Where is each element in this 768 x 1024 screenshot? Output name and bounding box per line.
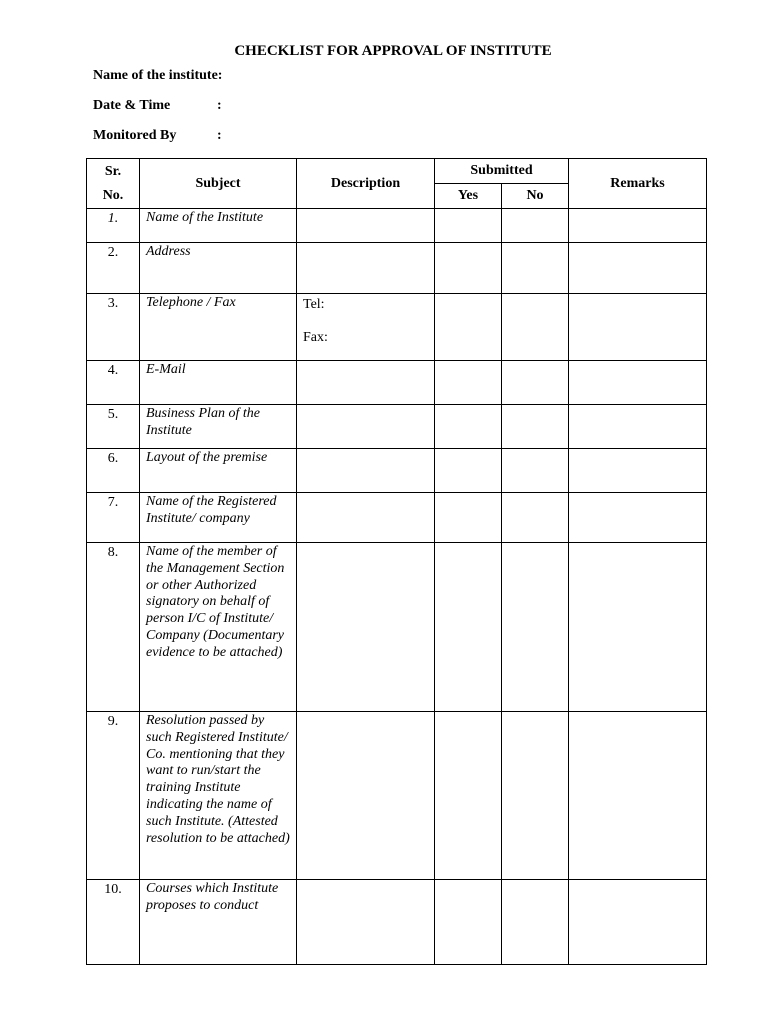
row-description xyxy=(297,209,435,243)
header-description: Description xyxy=(297,159,435,209)
row-description xyxy=(297,712,435,880)
header-sr-line1: Sr. xyxy=(104,163,122,179)
row-yes-cell[interactable] xyxy=(435,712,502,880)
row-no-cell[interactable] xyxy=(502,405,569,449)
table-row xyxy=(87,361,707,405)
row-subject: Business Plan of the Institute xyxy=(140,405,297,449)
table-row xyxy=(87,243,707,294)
row-description xyxy=(297,449,435,493)
document-title: CHECKLIST FOR APPROVAL OF INSTITUTE xyxy=(234,43,552,59)
date-time-colon: : xyxy=(217,98,222,113)
row-remarks[interactable] xyxy=(569,361,707,405)
row-yes-cell[interactable] xyxy=(435,449,502,493)
row-subject: Name of the Institute xyxy=(140,209,297,243)
date-time-label: Date & Time xyxy=(93,98,171,113)
row-no-cell[interactable] xyxy=(502,449,569,493)
row-no-cell[interactable] xyxy=(502,493,569,543)
row-yes-cell[interactable] xyxy=(435,209,502,243)
row-sr-no: 8. xyxy=(87,543,140,712)
row-description xyxy=(297,880,435,965)
row-remarks[interactable] xyxy=(569,493,707,543)
row-subject: Name of the Registered Institute/ company xyxy=(140,493,297,543)
row-no-cell[interactable] xyxy=(502,543,569,712)
row-subject: Name of the member of the Management Section or other Authorized signatory on behalf of person I/C of Institute/ Company (Documentary evidence to be attached) xyxy=(140,543,297,712)
institute-name-label: Name of the institute: xyxy=(93,68,223,83)
row-subject: Resolution passed by such Registered Institute/ Co. mentioning that they want to run/start the training Institute indicating the name of such Institute. (Attested resolution to be attached) xyxy=(140,712,297,880)
row-yes-cell[interactable] xyxy=(435,543,502,712)
row-subject: E-Mail xyxy=(140,361,297,405)
table-row xyxy=(87,543,707,712)
row-description xyxy=(297,243,435,294)
tel-label: Tel: xyxy=(303,297,325,312)
header-no: No xyxy=(502,184,569,209)
header-submitted: Submitted xyxy=(435,159,569,184)
row-no-cell[interactable] xyxy=(502,880,569,965)
monitored-by-field xyxy=(93,128,222,144)
row-description xyxy=(297,405,435,449)
fax-label: Fax: xyxy=(303,330,328,345)
row-sr-no: 2. xyxy=(87,243,140,294)
row-remarks[interactable] xyxy=(569,294,707,361)
row-subject: Telephone / Fax xyxy=(140,294,297,361)
row-sr-no: 3. xyxy=(87,294,140,361)
monitored-by-label: Monitored By xyxy=(93,128,177,143)
row-yes-cell[interactable] xyxy=(435,493,502,543)
row-yes-cell[interactable] xyxy=(435,243,502,294)
header-subject: Subject xyxy=(140,159,297,209)
row-sr-no: 7. xyxy=(87,493,140,543)
row-remarks[interactable] xyxy=(569,880,707,965)
row-description xyxy=(297,493,435,543)
table-row xyxy=(87,294,707,361)
institute-name-field xyxy=(93,68,222,84)
row-subject: Courses which Institute proposes to conduct xyxy=(140,880,297,965)
header-yes: Yes xyxy=(435,184,502,209)
row-remarks[interactable] xyxy=(569,712,707,880)
table-row xyxy=(87,449,707,493)
row-sr-no: 9. xyxy=(87,712,140,880)
table-row xyxy=(87,880,707,965)
row-description xyxy=(297,294,435,361)
row-description xyxy=(297,361,435,405)
row-subject: Layout of the premise xyxy=(140,449,297,493)
row-description xyxy=(297,543,435,712)
row-no-cell[interactable] xyxy=(502,361,569,405)
date-time-field xyxy=(93,98,222,114)
row-sr-no: 6. xyxy=(87,449,140,493)
row-sr-no: 5. xyxy=(87,405,140,449)
row-subject: Address xyxy=(140,243,297,294)
row-no-cell[interactable] xyxy=(502,712,569,880)
row-remarks[interactable] xyxy=(569,243,707,294)
row-remarks[interactable] xyxy=(569,543,707,712)
row-sr-no: 1. xyxy=(87,209,140,243)
row-yes-cell[interactable] xyxy=(435,405,502,449)
row-remarks[interactable] xyxy=(569,405,707,449)
row-no-cell[interactable] xyxy=(502,243,569,294)
row-sr-no: 10. xyxy=(87,880,140,965)
row-remarks[interactable] xyxy=(569,209,707,243)
checklist-table xyxy=(86,158,707,965)
header-sr-no xyxy=(87,159,140,209)
table-row xyxy=(87,493,707,543)
row-yes-cell[interactable] xyxy=(435,361,502,405)
table-row xyxy=(87,405,707,449)
row-yes-cell[interactable] xyxy=(435,880,502,965)
row-no-cell[interactable] xyxy=(502,209,569,243)
header-sr-line2: No. xyxy=(102,187,124,203)
row-sr-no: 4. xyxy=(87,361,140,405)
table-row xyxy=(87,209,707,243)
row-remarks[interactable] xyxy=(569,449,707,493)
row-yes-cell[interactable] xyxy=(435,294,502,361)
row-no-cell[interactable] xyxy=(502,294,569,361)
header-remarks: Remarks xyxy=(569,159,707,209)
monitored-by-colon: : xyxy=(217,128,222,143)
table-row xyxy=(87,712,707,880)
